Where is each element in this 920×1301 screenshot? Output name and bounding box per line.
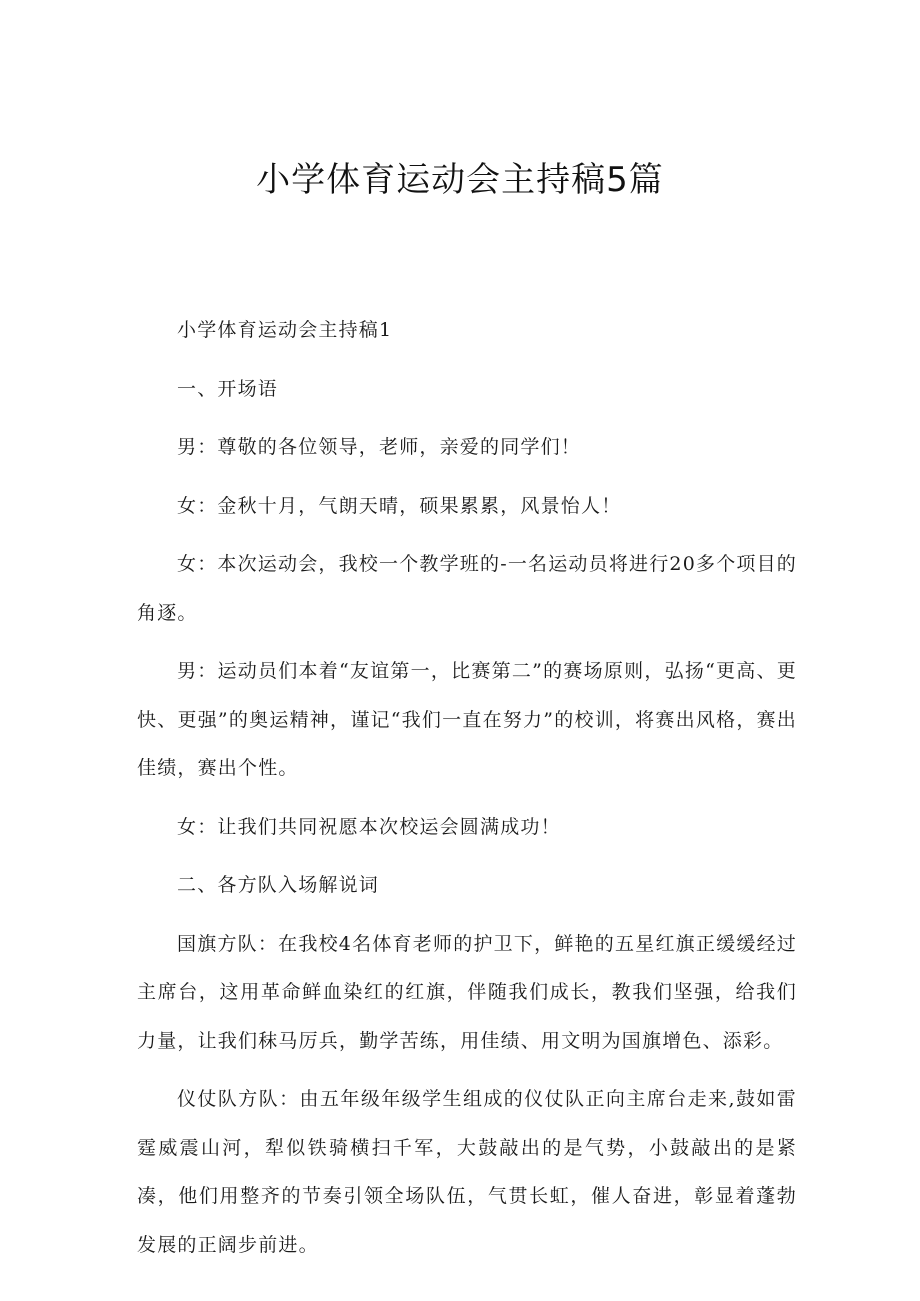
- paragraph-opening-heading: 一、开场语: [177, 377, 279, 400]
- document-title: 小学体育运动会主持稿5篇: [256, 160, 664, 200]
- paragraph-entrance-heading: 二、各方队入场解说词: [177, 874, 380, 896]
- paragraph-flag-squad: 国旗方队：在我校4名体育老师的护卫下，鲜艳的五星红旗正缓缓经过主席台，这用革命鲜血染红的红旗，伴随我们成长，教我们坚强，给我们力量，让我们秣马厉兵，勤学苦练，用佳绩、用文明为国旗增色、添彩。: [137, 932, 797, 1052]
- paragraph-male-greeting: 男：尊敬的各位领导，老师，亲爱的同学们！: [177, 436, 582, 458]
- paragraph-female-wish: 女：让我们共同祝愿本次校运会圆满成功！: [177, 815, 561, 838]
- paragraph-female-event: 女：本次运动会，我校一个教学班的-一名运动员将进行20多个项目的角逐。: [137, 553, 797, 624]
- document-body: [137, 306, 797, 1279]
- paragraph-section-heading: 小学体育运动会主持稿1: [177, 319, 393, 341]
- paragraph-honor-guard: 仪仗队方队：由五年级年级学生组成的仪仗队正向主席台走来,鼓如雷霆威震山河，犁似铁骑横扫千军，大鼓敲出的是气势，小鼓敲出的是紧凑，他们用整齐的节奏引领全场队伍，气贯长虹，催人奋进，彰显着蓬勃发展的正阔步前进。: [137, 1088, 797, 1256]
- paragraph-male-principles: 男：运动员们本着“友谊第一，比赛第二”的赛场原则，弘扬“更高、更快、更强”的奥运精神，谨记“我们一直在努力”的校训，将赛出风格，赛出佳绩，赛出个性。: [137, 660, 797, 779]
- paragraph-female-autumn: 女：金秋十月，气朗天晴，硕果累累，风景怡人！: [177, 494, 622, 517]
